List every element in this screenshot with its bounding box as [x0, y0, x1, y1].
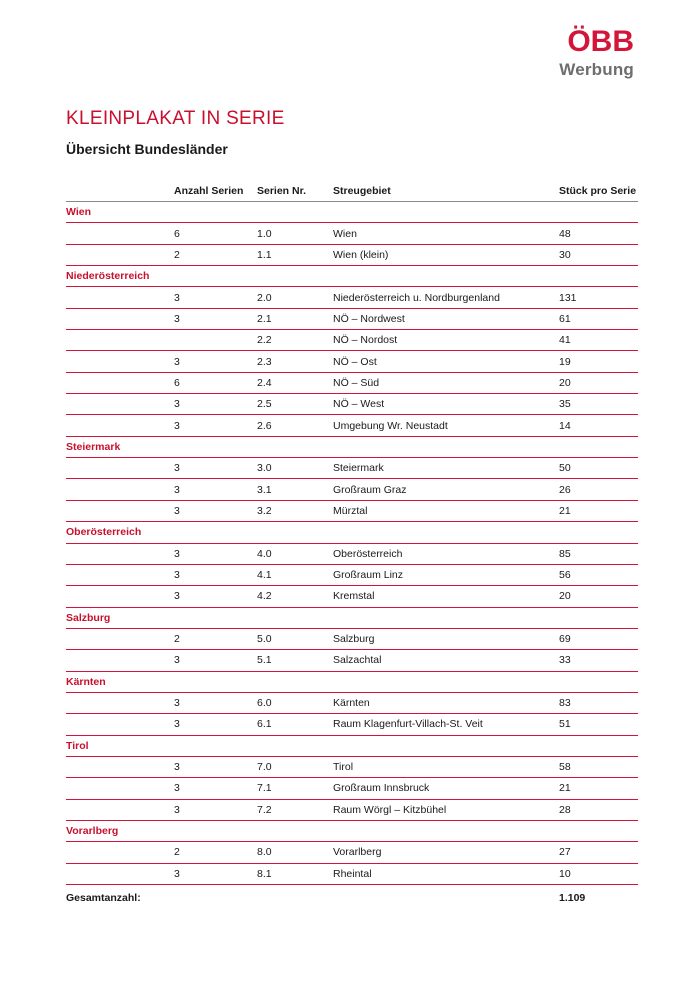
cell-stueck: 26: [559, 483, 571, 496]
cell-gebiet: Raum Klagenfurt-Villach-St. Veit: [333, 718, 483, 731]
table-body: [66, 202, 638, 885]
region-name: Niederösterreich: [66, 270, 150, 283]
cell-stueck: 50: [559, 462, 571, 475]
cell-stueck: 10: [559, 867, 571, 880]
cell-anzahl: 2: [174, 633, 180, 646]
header-anzahl: Anzahl Serien: [174, 184, 244, 197]
table-row: [66, 245, 638, 266]
table-row: [66, 757, 638, 778]
cell-gebiet: NÖ – Süd: [333, 376, 380, 389]
cell-gebiet: NÖ – Ost: [333, 355, 377, 368]
oebb-logo: [524, 27, 634, 80]
cell-gebiet: Kärnten: [333, 697, 370, 710]
cell-nr: 4.0: [257, 547, 272, 560]
cell-nr: 2.2: [257, 334, 272, 347]
cell-gebiet: Raum Wörgl – Kitzbühel: [333, 803, 447, 816]
cell-anzahl: 2: [174, 248, 180, 261]
cell-nr: 8.0: [257, 846, 272, 859]
region-row: [66, 522, 638, 543]
cell-stueck: 20: [559, 590, 571, 603]
header-nr: Serien Nr.: [257, 184, 307, 197]
cell-anzahl: 2: [174, 846, 180, 859]
cell-stueck: 69: [559, 633, 571, 646]
table-row: [66, 309, 638, 330]
cell-stueck: 33: [559, 654, 571, 667]
cell-stueck: 28: [559, 803, 571, 816]
table-row: [66, 223, 638, 244]
series-table: [66, 180, 638, 911]
table-row: [66, 864, 638, 885]
cell-stueck: 35: [559, 398, 571, 411]
cell-gebiet: Umgebung Wr. Neustadt: [333, 419, 448, 432]
cell-nr: 2.1: [257, 312, 272, 325]
cell-anzahl: 3: [174, 867, 180, 880]
cell-gebiet: Großraum Linz: [333, 569, 404, 582]
region-row: [66, 202, 638, 223]
cell-gebiet: Tirol: [333, 761, 354, 774]
table-row: [66, 458, 638, 479]
table-row: [66, 565, 638, 586]
cell-gebiet: Kremstal: [333, 590, 375, 603]
cell-anzahl: 6: [174, 376, 180, 389]
table-row: [66, 586, 638, 607]
cell-gebiet: Steiermark: [333, 462, 384, 475]
cell-anzahl: 3: [174, 547, 180, 560]
region-row: [66, 608, 638, 629]
region-name: Vorarlberg: [66, 825, 119, 838]
cell-stueck: 131: [559, 291, 577, 304]
cell-anzahl: 3: [174, 590, 180, 603]
cell-nr: 1.0: [257, 227, 272, 240]
region-name: Wien: [66, 206, 91, 219]
oebb-logo-mark: ÖBB: [567, 25, 634, 58]
table-row: [66, 415, 638, 436]
cell-gebiet: NÖ – Nordwest: [333, 312, 405, 325]
cell-anzahl: 3: [174, 483, 180, 496]
cell-anzahl: 3: [174, 654, 180, 667]
cell-gebiet: NÖ – Nordost: [333, 334, 398, 347]
cell-nr: 5.0: [257, 633, 272, 646]
cell-nr: 5.1: [257, 654, 272, 667]
cell-anzahl: 3: [174, 291, 180, 304]
cell-stueck: 48: [559, 227, 571, 240]
cell-stueck: 30: [559, 248, 571, 261]
cell-stueck: 56: [559, 569, 571, 582]
cell-gebiet: Rheintal: [333, 867, 372, 880]
cell-stueck: 61: [559, 312, 571, 325]
cell-anzahl: 3: [174, 398, 180, 411]
region-row: [66, 437, 638, 458]
table-row: [66, 778, 638, 799]
total-value: 1.109: [559, 892, 586, 904]
table-row: [66, 544, 638, 565]
cell-gebiet: Salzburg: [333, 633, 375, 646]
cell-gebiet: Wien: [333, 227, 357, 240]
table-row: [66, 373, 638, 394]
cell-stueck: 21: [559, 782, 571, 795]
cell-stueck: 19: [559, 355, 571, 368]
cell-anzahl: 3: [174, 419, 180, 432]
cell-nr: 2.6: [257, 419, 272, 432]
cell-nr: 3.1: [257, 483, 272, 496]
cell-gebiet: Großraum Graz: [333, 483, 407, 496]
cell-anzahl: 3: [174, 462, 180, 475]
cell-gebiet: NÖ – West: [333, 398, 385, 411]
cell-gebiet: Großraum Innsbruck: [333, 782, 430, 795]
cell-nr: 7.2: [257, 803, 272, 816]
cell-gebiet: Niederösterreich u. Nordburgenland: [333, 291, 500, 304]
cell-nr: 2.3: [257, 355, 272, 368]
region-name: Tirol: [66, 739, 89, 752]
cell-anzahl: 3: [174, 782, 180, 795]
cell-gebiet: Oberösterreich: [333, 547, 403, 560]
region-name: Oberösterreich: [66, 526, 142, 539]
cell-stueck: 41: [559, 334, 571, 347]
table-row: [66, 501, 638, 522]
cell-gebiet: Salzachtal: [333, 654, 382, 667]
cell-stueck: 27: [559, 846, 571, 859]
cell-gebiet: Mürztal: [333, 504, 368, 517]
cell-gebiet: Wien (klein): [333, 248, 389, 261]
total-label: Gesamtanzahl:: [66, 892, 141, 904]
table-row: [66, 330, 638, 351]
region-name: Salzburg: [66, 611, 111, 624]
cell-anzahl: 3: [174, 504, 180, 517]
cell-nr: 4.1: [257, 569, 272, 582]
cell-stueck: 85: [559, 547, 571, 560]
table-row: [66, 287, 638, 308]
cell-anzahl: 3: [174, 569, 180, 582]
cell-anzahl: 3: [174, 761, 180, 774]
cell-nr: 6.1: [257, 718, 272, 731]
cell-nr: 4.2: [257, 590, 272, 603]
cell-nr: 2.5: [257, 398, 272, 411]
cell-stueck: 51: [559, 718, 571, 731]
table-row: [66, 842, 638, 863]
cell-stueck: 14: [559, 419, 571, 432]
region-row: [66, 736, 638, 757]
cell-nr: 2.0: [257, 291, 272, 304]
region-name: Steiermark: [66, 440, 121, 453]
cell-anzahl: 3: [174, 697, 180, 710]
cell-nr: 1.1: [257, 248, 272, 261]
cell-stueck: 20: [559, 376, 571, 389]
header-gebiet: Streugebiet: [333, 184, 391, 197]
table-row: [66, 714, 638, 735]
table-row: [66, 351, 638, 372]
cell-stueck: 21: [559, 504, 571, 517]
cell-nr: 7.0: [257, 761, 272, 774]
cell-nr: 8.1: [257, 867, 272, 880]
page-title: KLEINPLAKAT IN SERIE: [66, 108, 285, 129]
table-row: [66, 650, 638, 671]
region-row: [66, 266, 638, 287]
cell-stueck: 58: [559, 761, 571, 774]
oebb-logo-sub: Werbung: [559, 60, 634, 79]
table-header: [66, 180, 638, 202]
cell-anzahl: 6: [174, 227, 180, 240]
table-row: [66, 629, 638, 650]
cell-stueck: 83: [559, 697, 571, 710]
table-row: [66, 394, 638, 415]
table-row: [66, 693, 638, 714]
cell-anzahl: 3: [174, 312, 180, 325]
table-row: [66, 800, 638, 821]
cell-nr: 7.1: [257, 782, 272, 795]
cell-gebiet: Vorarlberg: [333, 846, 382, 859]
table-row: [66, 479, 638, 500]
header-stueck: Stück pro Serie: [559, 184, 637, 197]
cell-nr: 6.0: [257, 697, 272, 710]
cell-nr: 3.2: [257, 504, 272, 517]
region-row: [66, 821, 638, 842]
total-row: [66, 885, 638, 911]
region-row: [66, 672, 638, 693]
cell-anzahl: 3: [174, 718, 180, 731]
cell-anzahl: 3: [174, 803, 180, 816]
cell-anzahl: 3: [174, 355, 180, 368]
region-name: Kärnten: [66, 675, 106, 688]
cell-nr: 3.0: [257, 462, 272, 475]
cell-nr: 2.4: [257, 376, 272, 389]
page-subtitle: Übersicht Bundesländer: [66, 141, 228, 157]
